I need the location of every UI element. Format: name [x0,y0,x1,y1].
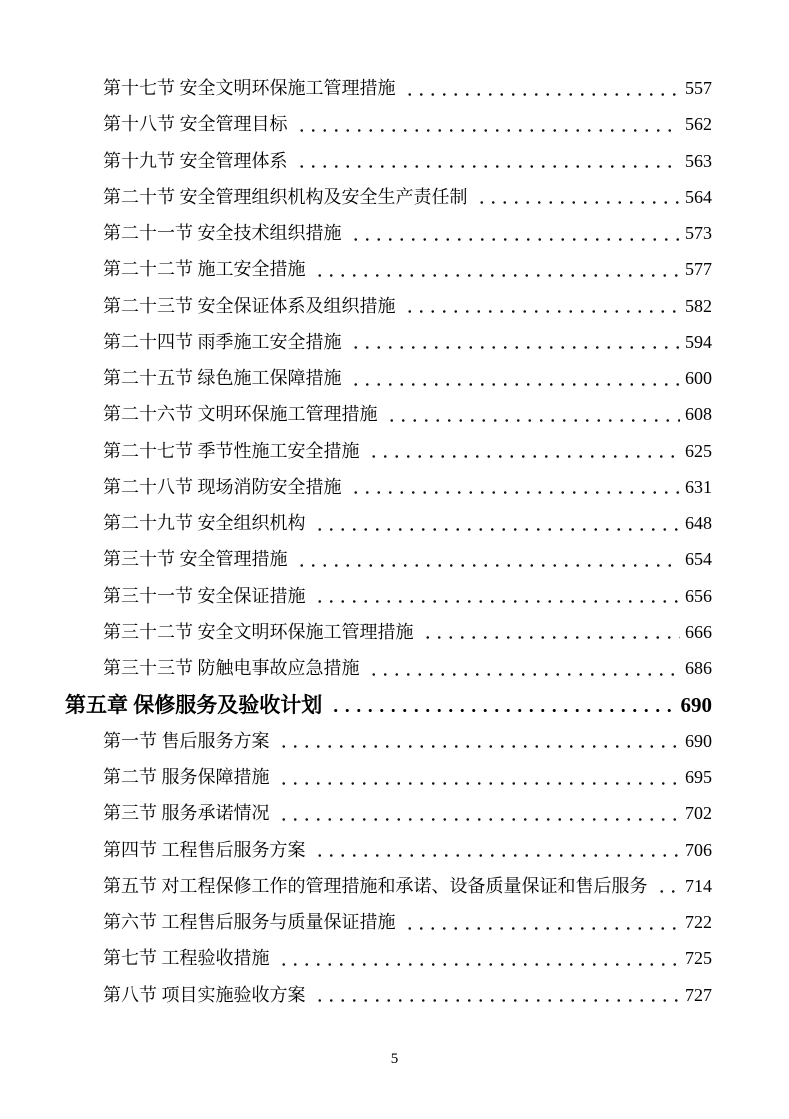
toc-leader-dots [403,70,681,106]
toc-entry[interactable] [65,759,712,795]
toc-entry-label: 第二节 服务保障措施 [103,767,270,788]
toc-entry-label: 第五章 保修服务及验收计划 [65,692,323,717]
toc-entry-label: 第二十五节 绿色施工保障措施 [103,368,342,389]
toc-entry[interactable] [65,396,712,432]
toc-entry-label: 第十七节 安全文明环保施工管理措施 [103,78,396,98]
toc-leader-dots [329,687,675,723]
toc-entry-page-number: 722 [685,912,712,933]
toc-entry[interactable] [65,469,712,505]
toc-entry-label: 第十八节 安全管理目标 [103,114,288,135]
toc-entry-label: 第二十六节 文明环保施工管理措施 [103,404,378,425]
toc-entry-label: 第三节 服务承诺情况 [103,803,270,824]
toc-leader-dots [313,832,681,868]
toc-leader-dots [295,541,681,577]
toc-entry-page-number: 594 [685,331,712,352]
toc-entry-page-number: 686 [685,658,712,679]
toc-leader-dots [349,360,681,396]
toc-entry-label: 第二十八节 现场消防安全措施 [103,476,342,497]
toc-leader-dots [367,650,681,686]
toc-leader-dots [403,288,681,324]
toc-entry-page-number: 654 [685,549,712,570]
toc-leader-dots [277,759,681,795]
toc-entry[interactable] [65,70,712,106]
toc-entry-page-number: 714 [685,875,712,896]
toc-entry[interactable] [65,541,712,577]
toc-entry-page-number: 563 [685,150,712,171]
toc-leader-dots [349,324,681,360]
toc-leader-dots [385,396,681,432]
toc-entry-page-number: 631 [685,476,712,497]
toc-entry-page-number: 600 [685,368,712,389]
toc-leader-dots [475,179,681,215]
toc-entry[interactable] [65,215,712,251]
toc-leader-dots [277,795,681,831]
toc-entry-label: 第二十二节 施工安全措施 [103,259,306,280]
toc-entry-page-number: 706 [685,839,712,860]
toc-entry[interactable] [65,143,712,179]
toc-entry-label: 第二十九节 安全组织机构 [103,513,306,534]
toc-entry-label: 第七节 工程验收措施 [103,948,270,969]
toc-entry[interactable] [65,288,712,324]
toc-entry[interactable] [65,505,712,541]
toc-entry[interactable] [65,687,712,723]
toc-entry-page-number: 695 [685,767,712,788]
toc-leader-dots [349,469,681,505]
toc-entry-label: 第二十七节 季节性施工安全措施 [103,440,360,461]
toc-entry[interactable] [65,904,712,940]
toc-leader-dots [421,614,681,650]
toc-entry-page-number: 573 [685,223,712,244]
toc-entry-page-number: 625 [685,440,712,461]
toc-leader-dots [277,940,681,976]
toc-entry-label: 第四节 工程售后服务方案 [103,839,306,860]
toc-entry-page-number: 648 [685,513,712,534]
toc-entry-page-number: 702 [685,803,712,824]
toc-leader-dots [367,433,681,469]
page-footer [0,1048,789,1070]
toc-entry-label: 第二十四节 雨季施工安全措施 [103,331,342,352]
toc-entry-page-number: 577 [685,259,712,280]
toc-entry-label: 第一节 售后服务方案 [103,730,270,751]
toc-entry-page-number: 727 [685,984,712,1005]
toc-entry-label: 第二十三节 安全保证体系及组织措施 [103,295,396,316]
toc-entry-label: 第八节 项目实施验收方案 [103,984,306,1005]
toc-entry[interactable] [65,578,712,614]
toc-leader-dots [655,868,681,904]
toc-entry-page-number: 690 [680,692,712,717]
toc-leader-dots [313,578,681,614]
toc-entry[interactable] [65,251,712,287]
toc-entry-page-number: 656 [685,585,712,606]
toc-entry[interactable] [65,179,712,215]
toc-entry[interactable] [65,614,712,650]
toc-entry-page-number: 725 [685,948,712,969]
toc-entry[interactable] [65,940,712,976]
toc-entry[interactable] [65,868,712,904]
toc-entry-label: 第三十节 安全管理措施 [103,549,288,570]
toc-entry[interactable] [65,977,712,1013]
toc-entry-label: 第六节 工程售后服务与质量保证措施 [103,912,396,933]
toc-entry-label: 第三十三节 防触电事故应急措施 [103,658,360,679]
toc-entry-label: 第十九节 安全管理体系 [103,150,288,171]
toc-entry-page-number: 582 [685,295,712,316]
toc-entry-label: 第五节 对工程保修工作的管理措施和承诺、设备质量保证和售后服务 [103,875,648,896]
toc-entry[interactable] [65,723,712,759]
toc-leader-dots [295,143,681,179]
toc-entry-label: 第二十节 安全管理组织机构及安全生产责任制 [103,186,468,207]
toc-entry-label: 第三十二节 安全文明环保施工管理措施 [103,621,414,642]
toc-leader-dots [349,215,681,251]
toc-leader-dots [295,106,681,142]
toc-entry[interactable] [65,795,712,831]
toc-leader-dots [313,251,681,287]
table-of-contents [65,70,712,1013]
toc-leader-dots [313,977,681,1013]
toc-entry[interactable] [65,106,712,142]
toc-leader-dots [313,505,681,541]
footer-page-number: 5 [390,1051,399,1067]
toc-entry-page-number: 608 [685,404,712,425]
toc-entry[interactable] [65,832,712,868]
toc-leader-dots [277,723,681,759]
toc-entry[interactable] [65,324,712,360]
toc-leader-dots [403,904,681,940]
toc-entry-label: 第三十一节 安全保证措施 [103,585,306,606]
toc-entry[interactable] [65,360,712,396]
toc-entry-page-number: 564 [685,186,712,207]
toc-entry-page-number: 557 [685,78,712,98]
toc-entry-page-number: 666 [685,621,712,642]
toc-entry-page-number: 690 [685,730,712,751]
toc-entry-label: 第二十一节 安全技术组织措施 [103,223,342,244]
toc-entry[interactable] [65,650,712,686]
toc-entry-page-number: 562 [685,114,712,135]
toc-entry[interactable] [65,433,712,469]
